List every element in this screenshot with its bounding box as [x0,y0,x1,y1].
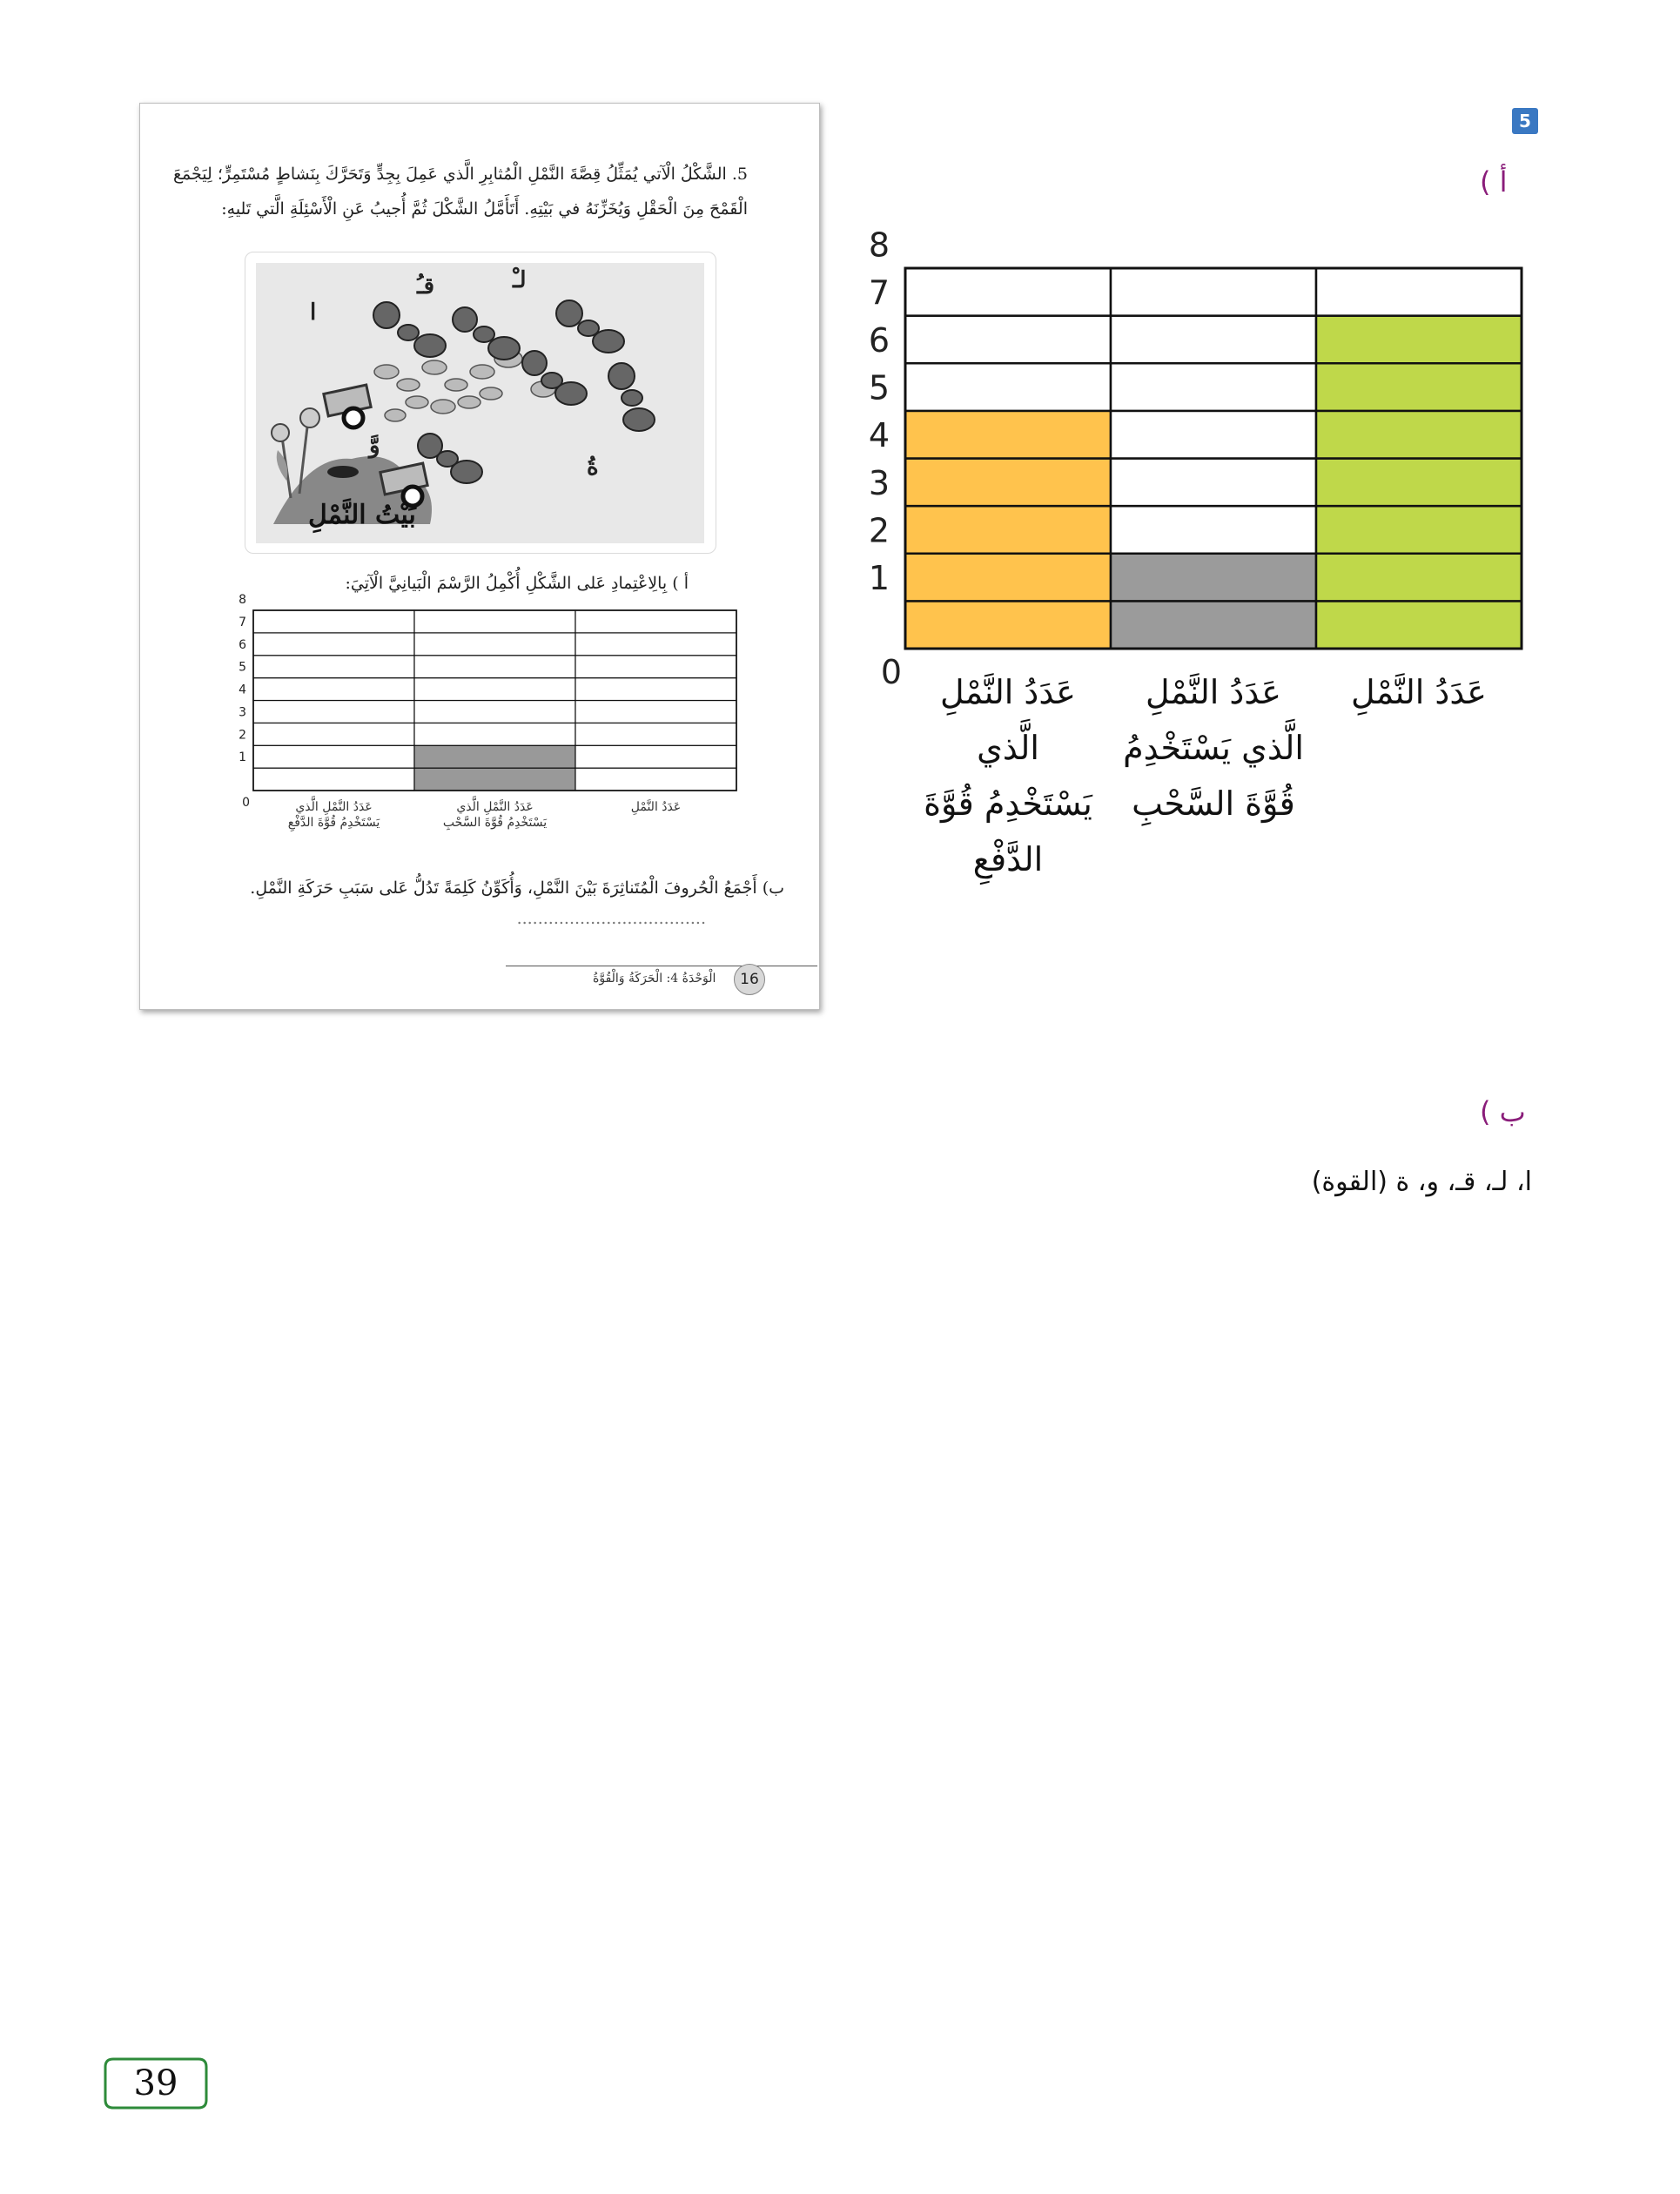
question-text-line-2: الْقَمْحَ مِنَ الْحَقْلِ وَيُخَزِّنَهُ في بَيْتِهِ. أَتَأَمَّلُ الشَّكْلَ ثُمَّ أُجيبُ عَنِ الْأَسْئِلَةِ الَّتي تَليهِ: [221,199,748,219]
x-category-label-line: عَدَدُ النَّمْلِ الَّذي [295,800,373,814]
x-category-label-line: يَسْتَخْدِمُ قُوَّةَ [924,784,1092,823]
grid-cell [1316,268,1522,316]
x-category-label [253,799,414,831]
scene-letter: ةُ [587,454,599,481]
x-category-label-line: قُوَّةَ السَّحْبِ [1132,784,1295,823]
grid-cell [575,633,736,656]
x-category-label-line: الدَّفْعِ [972,840,1044,878]
grid-cell [575,701,736,723]
x-category-label [414,799,575,831]
y-tick-label: 1 [239,750,246,765]
grid-cell [253,656,414,678]
bar-cell [414,745,575,768]
grid-cell [905,363,1111,411]
grid-cell [1111,506,1316,554]
y-tick-label: 4 [239,683,246,697]
x-category-label-line: الَّذي يَسْتَخْدِمُ [1123,729,1304,767]
x-category-label-line: عَدَدُ النَّمْلِ [940,673,1076,711]
small-bar-chart [140,104,819,887]
grid-cell [253,745,414,768]
question-text-line-1: 5. الشَّكْلُ الْآتي يُمَثِّلُ قِصَّةَ النَّمْلِ الْمُثابِرِ الَّذي عَمِلَ بِجِدٍّ وَتَحَرَّكَ بِنَشاطٍ مُسْتَمِرٍّ؛ لِيَجْمَعَ [172,165,748,184]
y-tick-label: 6 [868,320,890,360]
scene-letter: قـُ [417,273,435,299]
scene-letter: وَّ [369,433,380,459]
scene-letter: ا [310,299,317,326]
y-tick-label: 7 [868,273,890,313]
book-page-number: 16 [734,964,765,995]
grid-cell [575,723,736,745]
grid-cell [1111,363,1316,411]
grid-cell [575,745,736,768]
page-number: 39 [133,2063,178,2103]
y-tick-label: 7 [239,615,246,629]
grid-cell [905,268,1111,316]
answer-dotted-line: .................................... [516,909,706,928]
grid-cell [253,701,414,723]
y-tick-label: 4 [868,416,890,455]
grid-cell [575,678,736,701]
bar-cell [905,459,1111,507]
y-tick-label: 6 [239,637,246,652]
x-category-label [905,664,1111,887]
y-tick-label: 0 [242,796,250,810]
workbook-page-image [139,103,820,1010]
grid-cell [1111,411,1316,459]
x-category-label-line: عَدَدُ النَّمْلِ [1351,673,1487,711]
bar-cell [1316,554,1522,602]
unit-label: الْوَحْدَةُ 4: الْحَرَكَةُ وَالْقُوَّةُ [593,972,716,986]
y-tick-label: 8 [239,593,246,608]
grid-cell [253,723,414,745]
grid-cell [575,768,736,791]
answer-bar-chart [836,225,1532,691]
x-category-label [575,799,736,815]
grid-cell [253,678,414,701]
grid-cell [253,633,414,656]
grid-cell [905,316,1111,364]
x-category-label [1111,664,1316,831]
ant-house-label: بَيْتُ النَّمْلِ [308,500,416,530]
x-category-label-line: يَسْتَخْدِمُ قُوَّةَ الدَّفْعِ [287,816,380,830]
grid-cell [414,723,575,745]
y-tick-label: 3 [868,463,890,502]
grid-cell [414,656,575,678]
bar-cell [905,554,1111,602]
grid-cell [1111,459,1316,507]
part-a-label: أ ) [1480,165,1508,199]
y-tick-label: 1 [868,559,890,598]
bar-cell [414,768,575,791]
y-tick-label: 2 [868,511,890,550]
bar-cell [1111,554,1316,602]
bar-cell [1316,411,1522,459]
bar-cell [1316,506,1522,554]
x-category-label [1316,664,1522,720]
bar-cell [905,411,1111,459]
grid-cell [1111,268,1316,316]
bar-cell [905,601,1111,649]
bar-cell [905,506,1111,554]
x-category-label-line: عَدَدُ النَّمْلِ الَّذي [456,800,534,814]
grid-cell [414,701,575,723]
part-b-answer: ا، لـ، قـ، و، ة (القوة) [1311,1167,1532,1197]
grid-cell [253,768,414,791]
grid-cell [414,610,575,633]
part-b-prompt: ب) أَجْمَعُ الْحُروفَ الْمُتَناثِرَةَ بَيْنَ النَّمْلِ، وَأُكَوِّنُ كَلِمَةً تَدُلُّ عَلى سَبَبِ حَرَكَةِ النَّمْلِ. [250,878,784,898]
part-b-label: ب ) [1480,1095,1526,1128]
y-tick-label: 0 [880,653,902,691]
y-tick-label: 5 [868,368,890,407]
page-number-badge [103,2056,209,2110]
grid-cell [575,610,736,633]
bar-cell [1111,601,1316,649]
grid-cell [414,633,575,656]
grid-cell [1111,316,1316,364]
y-tick-label: 5 [239,660,246,675]
scene-letter: لـْ [513,267,527,293]
grid-cell [414,678,575,701]
bar-cell [1316,316,1522,364]
y-tick-label: 8 [868,225,890,265]
grid-cell [253,610,414,633]
bar-cell [1316,363,1522,411]
x-category-label-line: الَّذي [977,729,1039,767]
bar-cell [1316,459,1522,507]
x-category-label-line: عَدَدُ النَّمْلِ [630,800,682,814]
grid-cell [575,656,736,678]
question-number-badge: 5 [1512,108,1538,134]
x-category-label-line: يَسْتَخْدِمُ قُوَّةَ السَّحْبِ [442,816,548,830]
part-a-prompt: أ ) بِالِاعْتِمادِ عَلى الشَّكْلِ أُكْمِلُ الرَّسْمَ الْبَيانِيَّ الْآتِيَ: [345,574,689,593]
y-tick-label: 3 [239,705,246,720]
y-tick-label: 2 [239,728,246,743]
x-category-label-line: عَدَدُ النَّمْلِ [1146,673,1281,711]
bar-cell [1316,601,1522,649]
